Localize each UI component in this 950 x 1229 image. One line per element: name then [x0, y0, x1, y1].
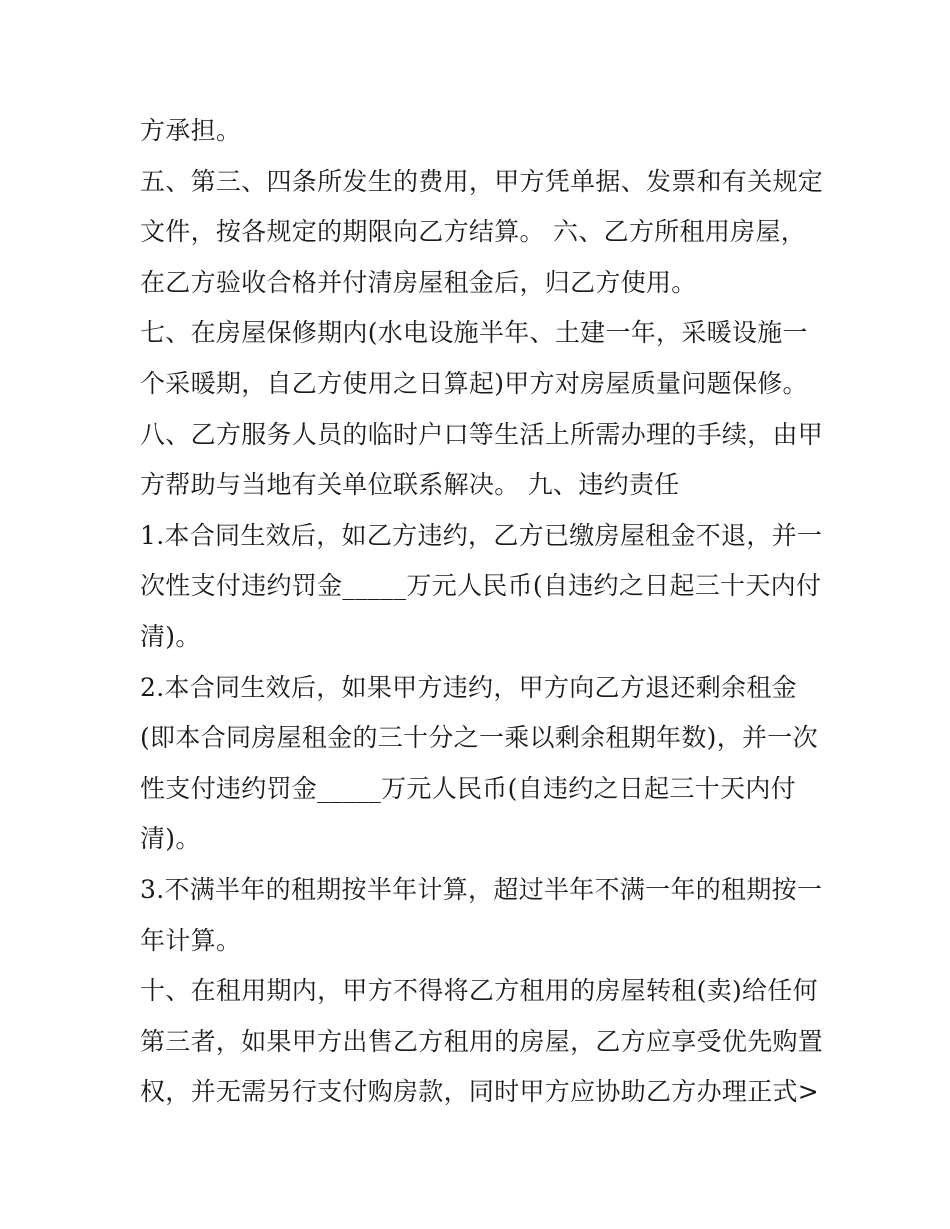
text-line-6: 个采暖期，自乙方使用之日算起)甲方对房屋质量问题保修。 [140, 368, 808, 398]
text-line-8: 方帮助与当地有关单位联系解决。 九、违约责任 [140, 470, 680, 500]
text-line-16: 3.不满半年的租期按半年计算，超过半年不满一年的租期按一 [140, 874, 823, 904]
document-body [140, 106, 830, 1118]
text-line-18: 十、在租用期内，甲方不得将乙方租用的房屋转租(卖)给任何 [140, 976, 818, 1006]
text-line-4: 在乙方验收合格并付清房屋租金后，归乙方使用。 [140, 267, 697, 297]
text-line-13: (即本合同房屋租金的三十分之一乘以剩余租期年数)，并一次 [140, 723, 818, 753]
text-line-1: 方承担。 [140, 116, 242, 145]
text-line-11: 清)。 [140, 621, 201, 651]
text-line-20: 权，并无需另行支付购房款，同时甲方应协助乙方办理正式> [140, 1077, 820, 1107]
text-line-14: 性支付违约罚金_____万元人民币(自违约之日起三十天内付 [140, 773, 796, 803]
text-line-12: 2.本合同生效后，如果甲方违约，甲方向乙方退还剩余租金 [140, 672, 797, 702]
text-line-15: 清)。 [140, 824, 201, 854]
text-line-2: 五、第三、四条所发生的费用，甲方凭单据、发票和有关规定 [140, 166, 824, 196]
text-line-9: 1.本合同生效后，如乙方违约，乙方已缴房屋租金不退，并一 [140, 520, 823, 550]
text-line-5: 七、在房屋保修期内(水电设施半年、土建一年，采暖设施一 [140, 318, 808, 348]
text-line-19: 第三者，如果甲方出售乙方租用的房屋，乙方应享受优先购置 [140, 1026, 824, 1056]
text-line-17: 年计算。 [140, 925, 242, 955]
text-line-3: 文件，按各规定的期限向乙方结算。 六、乙方所租用房屋， [140, 217, 807, 247]
text-line-10: 次性支付违约罚金_____万元人民币(自违约之日起三十天内付 [140, 571, 822, 601]
text-line-7: 八、乙方服务人员的临时户口等生活上所需办理的手续，由甲 [140, 419, 824, 449]
